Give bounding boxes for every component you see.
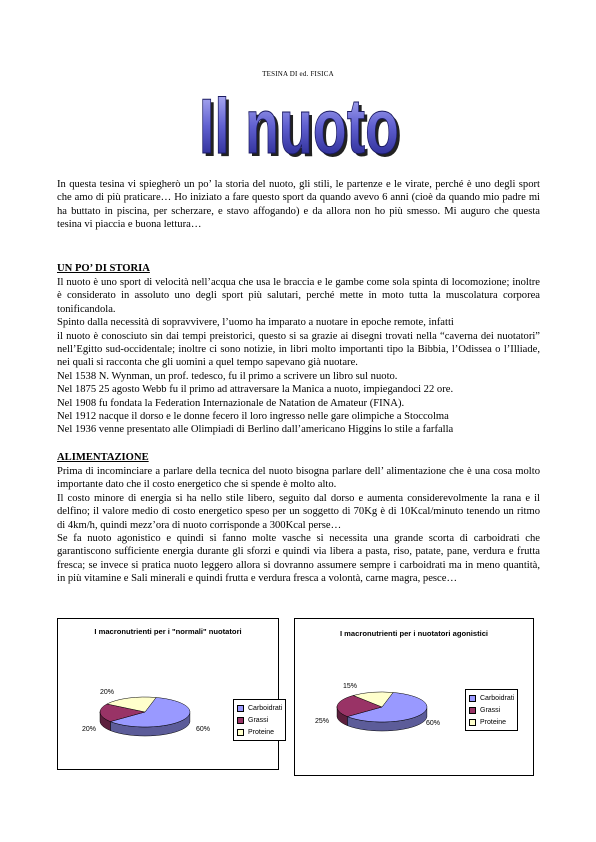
pie-label-carboidrati: 60% — [196, 726, 211, 733]
pie-label-grassi: 25% — [315, 718, 330, 725]
section-title-storia: UN PO’ DI STORIA — [57, 263, 150, 274]
chart-legend — [233, 699, 286, 741]
wordart-title — [190, 80, 410, 170]
section-title-alimentazione: ALIMENTAZIONE — [57, 452, 149, 463]
legend-label: Proteine — [480, 718, 507, 726]
legend-label: Grassi — [248, 716, 269, 724]
legend-label: Carboidrati — [480, 694, 515, 702]
legend-swatch-proteine — [469, 719, 476, 726]
chart-title: I macronutrienti per i "normali" nuotatori — [94, 627, 242, 636]
intro-text: In questa tesina vi spiegherò un po’ la storia del nuoto, gli stili, le partenze e le virate, perché è uno degli sport che amo di più praticare… Ho iniziato a fare questo sport da quando avevo 6 anni (cioè da quando mio padre mi ha buttato in piscina, per scherzare, e stavo affogando) e da allora non ho più smesso. Mi auguro che questa tesina vi piaccia e buona lettura… — [57, 179, 540, 231]
legend-label: Grassi — [480, 706, 501, 714]
legend-swatch-carboidrati — [237, 705, 244, 712]
pie-label-proteine: 15% — [343, 683, 358, 690]
legend-item — [237, 702, 282, 714]
legend-label: Carboidrati — [248, 704, 283, 712]
wordart-title-text: Il nuoto — [199, 82, 399, 170]
storia-paragraph: Spinto dalla necessità di sopravvivere, l’uomo ha imparato a nuotare in epoche remote, infatti — [57, 317, 454, 329]
legend-item — [469, 704, 514, 716]
pie-plot — [330, 689, 440, 739]
storia-paragraph: Il nuoto è uno sport di velocità nell’acqua che usa le braccia e le gambe come sola spinta di locomozione; inoltre è considerato in assoluto uno degli sport più salutari, perché mette in moto tutta la muscolatura corporea tonificandola. — [57, 277, 540, 315]
alimentazione-paragraph: Se fa nuoto agonistico e quindi si fanno molte vasche si necessita una grande scorta di carboidrati che garantiscono sufficiente energia durante gli sforzi e quindi via libera a pasta, riso, patate, pane, verdura e frutta fresca; se invece si pratica nuoto leggero allora si dovranno assumere sempre i carboidrati ma in meno quantità, in più vitamine e Sali minerali e quindi frutta e verdura fresca a volontà, carne magra, pesce… — [57, 533, 540, 585]
chart-title: I macronutrienti per i nuotatori agonistici — [339, 629, 489, 638]
legend-item — [469, 692, 514, 704]
legend-item — [237, 726, 282, 738]
legend-swatch-proteine — [237, 729, 244, 736]
legend-swatch-grassi — [237, 717, 244, 724]
pie-plot — [93, 694, 203, 744]
pie-label-proteine: 20% — [100, 689, 115, 696]
legend-item — [469, 716, 514, 728]
section-alimentazione — [57, 465, 540, 586]
legend-swatch-carboidrati — [469, 695, 476, 702]
legend-swatch-grassi — [469, 707, 476, 714]
section-storia — [57, 276, 540, 437]
legend-label: Proteine — [248, 728, 275, 736]
document-header: TESINA DI ed. FISICA — [262, 70, 334, 78]
storia-paragraph: Nel 1538 N. Wynman, un prof. tedesco, fu il primo a scrivere un libro sul nuoto. — [57, 370, 398, 382]
storia-paragraph: Nel 1912 nacque il dorso e le donne fecero il loro ingresso nelle gare olimpiche a Stoccolma — [57, 411, 449, 423]
wordart-title-shadow: Il nuoto — [202, 85, 402, 170]
pie-label-carboidrati: 60% — [426, 720, 441, 727]
pie-chart-agonistici — [294, 618, 534, 776]
storia-paragraph: Nel 1875 25 agosto Webb fu il primo ad attraversare la Manica a nuoto, impiegandoci 22 ore. — [57, 384, 454, 396]
storia-paragraph: il nuoto è conosciuto sin dai tempi preistorici, questo si sa grazie ai disegni trovati nella “caverna dei nuotatori” nell’Egitto sud-occidentale; inoltre ci sono notizie, in libri molto importanti tipo la Bibbia, l’Odissea o l’Illiade, nei quali si racconta che gli uomini a quel tempo sapevano già nuotare. — [57, 330, 540, 369]
storia-paragraph: Nel 1908 fu fondata la Federation Internazionale de Natation de Amateur (FINA). — [57, 397, 405, 409]
intro-paragraph — [57, 178, 540, 232]
alimentazione-paragraph: Il costo minore di energia si ha nello stile libero, seguito dal dorso e aumenta considerevolmente la rana e il delfino; il valore medio di costo energetico speso per un soggetto di 70Kg è di 10Kcal/minuto tenendo un ritmo di 4km/h, quindi mezz’ora di nuoto corrisponde a 300Kcal perse… — [57, 492, 540, 531]
storia-paragraph: Nel 1936 venne presentato alle Olimpiadi di Berlino dall’americano Higgins lo stile a farfalla — [57, 424, 454, 436]
legend-item — [237, 714, 282, 726]
pie-chart-normali — [57, 618, 283, 770]
pie-label-grassi: 20% — [82, 726, 97, 733]
alimentazione-paragraph: Prima di incominciare a parlare della tecnica del nuoto bisogna parlare dell’ alimentazione che è una cosa molto importante dato che il costo energetico che si spende è molto alto. — [57, 466, 540, 491]
chart-legend — [465, 689, 518, 731]
